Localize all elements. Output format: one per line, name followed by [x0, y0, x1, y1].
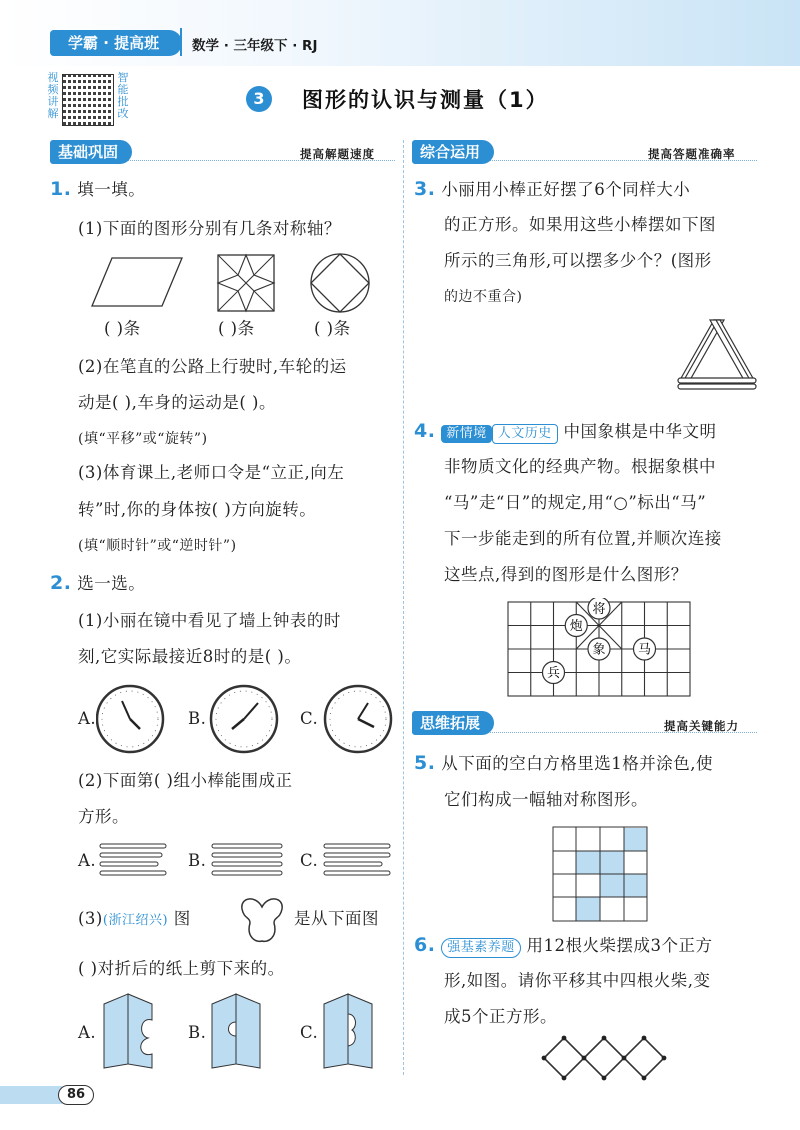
- q1-part2-hint: (填“平移”或“旋转”): [78, 431, 208, 447]
- chess-piece-pao[interactable]: [565, 615, 587, 637]
- paper-label-a[interactable]: A.: [78, 1023, 97, 1042]
- section-tag-comprehensive: 综合运用: [412, 140, 494, 164]
- clock-label-b[interactable]: B.: [188, 709, 207, 728]
- q3-text-1: 小丽用小棒正好摆了6个同样大小: [441, 180, 691, 199]
- paper-b[interactable]: [212, 994, 260, 1068]
- q3-number: 3.: [414, 178, 436, 200]
- q1-number: 1.: [50, 178, 72, 200]
- flower-square-shape: [218, 255, 274, 311]
- stick-group-a[interactable]: [100, 844, 166, 875]
- stick-label-c[interactable]: C.: [300, 851, 319, 870]
- clock-b[interactable]: [211, 686, 277, 752]
- filled-cell: [576, 897, 600, 921]
- q6-number: 6.: [414, 934, 436, 956]
- piece-label-pao: 炮: [569, 619, 583, 634]
- subject-label: 数学 · 三年级下 · RJ: [192, 38, 318, 54]
- stick-group-b[interactable]: [212, 844, 282, 875]
- q4-line5: 这些点,得到的图形是什么图形？: [444, 565, 688, 584]
- section-subtitle-thinking: 提高关键能力: [664, 719, 739, 733]
- chess-piece-xiang[interactable]: [588, 638, 610, 660]
- paper-a[interactable]: [104, 994, 152, 1068]
- q1-part1-text: (1)下面的图形分别有几条对称轴？: [78, 219, 341, 238]
- section-tag-basic: 基础巩固: [50, 140, 132, 164]
- piece-label-bing: 兵: [546, 666, 561, 681]
- paper-label-c[interactable]: C.: [300, 1023, 319, 1042]
- clock-label-c[interactable]: C.: [300, 709, 319, 728]
- q2-part1-line2[interactable]: 刻,它实际最接近8时的是( )。: [78, 647, 302, 666]
- q1-part2-line1: (2)在笔直的公路上行驶时,车轮的运: [78, 357, 347, 376]
- cutout-shape-icon: [236, 893, 288, 945]
- matchstick-squares-figure: [540, 1034, 670, 1084]
- q2-part2-line1[interactable]: (2)下面第( )组小棒能围成正: [78, 771, 293, 790]
- q2-part2-line2: 方形。: [78, 807, 129, 826]
- brand-label: 学霸 · 提高班: [50, 30, 182, 56]
- piece-label-ma: 马: [637, 642, 652, 658]
- column-divider: [403, 140, 404, 1075]
- paper-c[interactable]: [324, 994, 372, 1068]
- q1-heading: [50, 178, 145, 201]
- q2-part3-text-a2: 是从下面图: [294, 909, 379, 928]
- q1-blank-1[interactable]: ( )条: [104, 319, 141, 338]
- qr-right-caption: 智能批改: [117, 71, 129, 120]
- brand-divider: [180, 28, 184, 56]
- q2-part3-line1: [78, 908, 191, 930]
- q1-blank-3[interactable]: ( )条: [314, 319, 351, 338]
- q4-line2: 非物质文化的经典产物。根据象棋中: [444, 457, 716, 476]
- q3-line2: 的正方形。如果用这些小棒摆如下图: [444, 215, 716, 234]
- unit-title: 图形的认识与测量（1）: [302, 88, 549, 112]
- filled-cell: [600, 851, 624, 874]
- q3-line3: 所示的三角形,可以摆多少个？(图形: [444, 251, 712, 270]
- q3-line4: 的边不重合): [444, 289, 523, 305]
- q1-part3-line1: (3)体育课上,老师口令是“立正,向左: [78, 463, 345, 482]
- q5-text-1: 从下面的空白方格里选1格并涂色,使: [441, 754, 713, 773]
- q1-part2-line2[interactable]: 动是( ),车身的运动是( )。: [78, 393, 276, 412]
- q2-part3-region-tag: (浙江绍兴): [102, 913, 169, 928]
- filled-cell: [576, 851, 600, 874]
- q2-heading: [50, 572, 145, 595]
- clock-a[interactable]: [97, 686, 163, 752]
- chess-piece-ma[interactable]: [634, 638, 656, 660]
- footer-band: [0, 1086, 62, 1104]
- q6-line2: 形,如图。请你平移其中四根火柴,变: [444, 971, 711, 990]
- qr-code[interactable]: [62, 74, 114, 126]
- symmetry-grid: [552, 826, 648, 924]
- q2-part3-prefix: (3): [78, 909, 103, 928]
- q4-tag-culture: 人文历史: [492, 424, 558, 444]
- parallelogram-shape: [92, 258, 182, 306]
- unit-number-badge: 3: [246, 86, 272, 112]
- q1-part3-hint: (填“顺时针”或“逆时针”): [78, 538, 237, 554]
- q2-part3-text-a: 图: [173, 909, 191, 928]
- q6-line1: [414, 934, 712, 958]
- q4-text-1: 中国象棋是中华文明: [563, 422, 717, 441]
- page-number: 86: [58, 1085, 94, 1105]
- piece-label-jiang: 将: [592, 602, 606, 617]
- circle-square-shape: [311, 254, 369, 312]
- clock-options: [96, 683, 396, 755]
- q6-text-1: 用12根火柴摆成3个正方: [526, 936, 713, 955]
- section-tag-thinking: 思维拓展: [412, 711, 494, 735]
- q4-number: 4.: [414, 420, 436, 442]
- stick-label-b[interactable]: B.: [188, 851, 207, 870]
- qr-left-caption: 视频讲解: [47, 71, 59, 120]
- clock-label-a[interactable]: A.: [78, 709, 97, 728]
- q2-number: 2.: [50, 572, 72, 594]
- q3-line1: [414, 178, 690, 201]
- q4-line1: [414, 420, 716, 444]
- q6-tag: 强基素养题: [441, 938, 521, 958]
- q2-part3-line2[interactable]: ( )对折后的纸上剪下来的。: [78, 959, 285, 978]
- section-subtitle-comprehensive: 提高答题准确率: [648, 147, 736, 161]
- stick-options: [96, 840, 396, 884]
- stick-triangle-figure: [672, 314, 762, 394]
- paper-label-b[interactable]: B.: [188, 1023, 207, 1042]
- chess-board: [506, 598, 706, 702]
- chess-piece-jiang[interactable]: [588, 598, 610, 619]
- q1-title: 填一填。: [77, 180, 146, 199]
- q5-number: 5.: [414, 752, 436, 774]
- q1-part3-line2[interactable]: 转”时,你的身体按( )方向旋转。: [78, 500, 317, 519]
- filled-cell: [600, 874, 624, 897]
- q5-line1: [414, 752, 713, 775]
- clock-c[interactable]: [325, 686, 391, 752]
- q5-line2: 它们构成一幅轴对称图形。: [444, 790, 648, 809]
- stick-group-c[interactable]: [324, 844, 390, 875]
- q4-line3: “马”走“日”的规定,用“○”标出“马”: [444, 493, 707, 512]
- q4-tag-new: 新情境: [441, 425, 492, 443]
- q1-shapes: [90, 252, 390, 316]
- q2-title: 选一选。: [77, 574, 146, 593]
- filled-cell: [624, 874, 647, 897]
- q2-part1-line1: (1)小丽在镜中看见了墙上钟表的时: [78, 611, 341, 630]
- q1-blank-2[interactable]: ( )条: [218, 319, 255, 338]
- q4-line4: 下一步能走到的所有位置,并顺次连接: [444, 529, 722, 548]
- stick-label-a[interactable]: A.: [78, 851, 97, 870]
- q6-line3: 成5个正方形。: [444, 1007, 557, 1026]
- piece-label-xiang: 象: [592, 642, 606, 658]
- chess-piece-bing[interactable]: [543, 662, 565, 684]
- folded-paper-options: [100, 992, 400, 1072]
- section-subtitle-basic: 提高解题速度: [300, 147, 375, 161]
- filled-cell: [624, 828, 647, 851]
